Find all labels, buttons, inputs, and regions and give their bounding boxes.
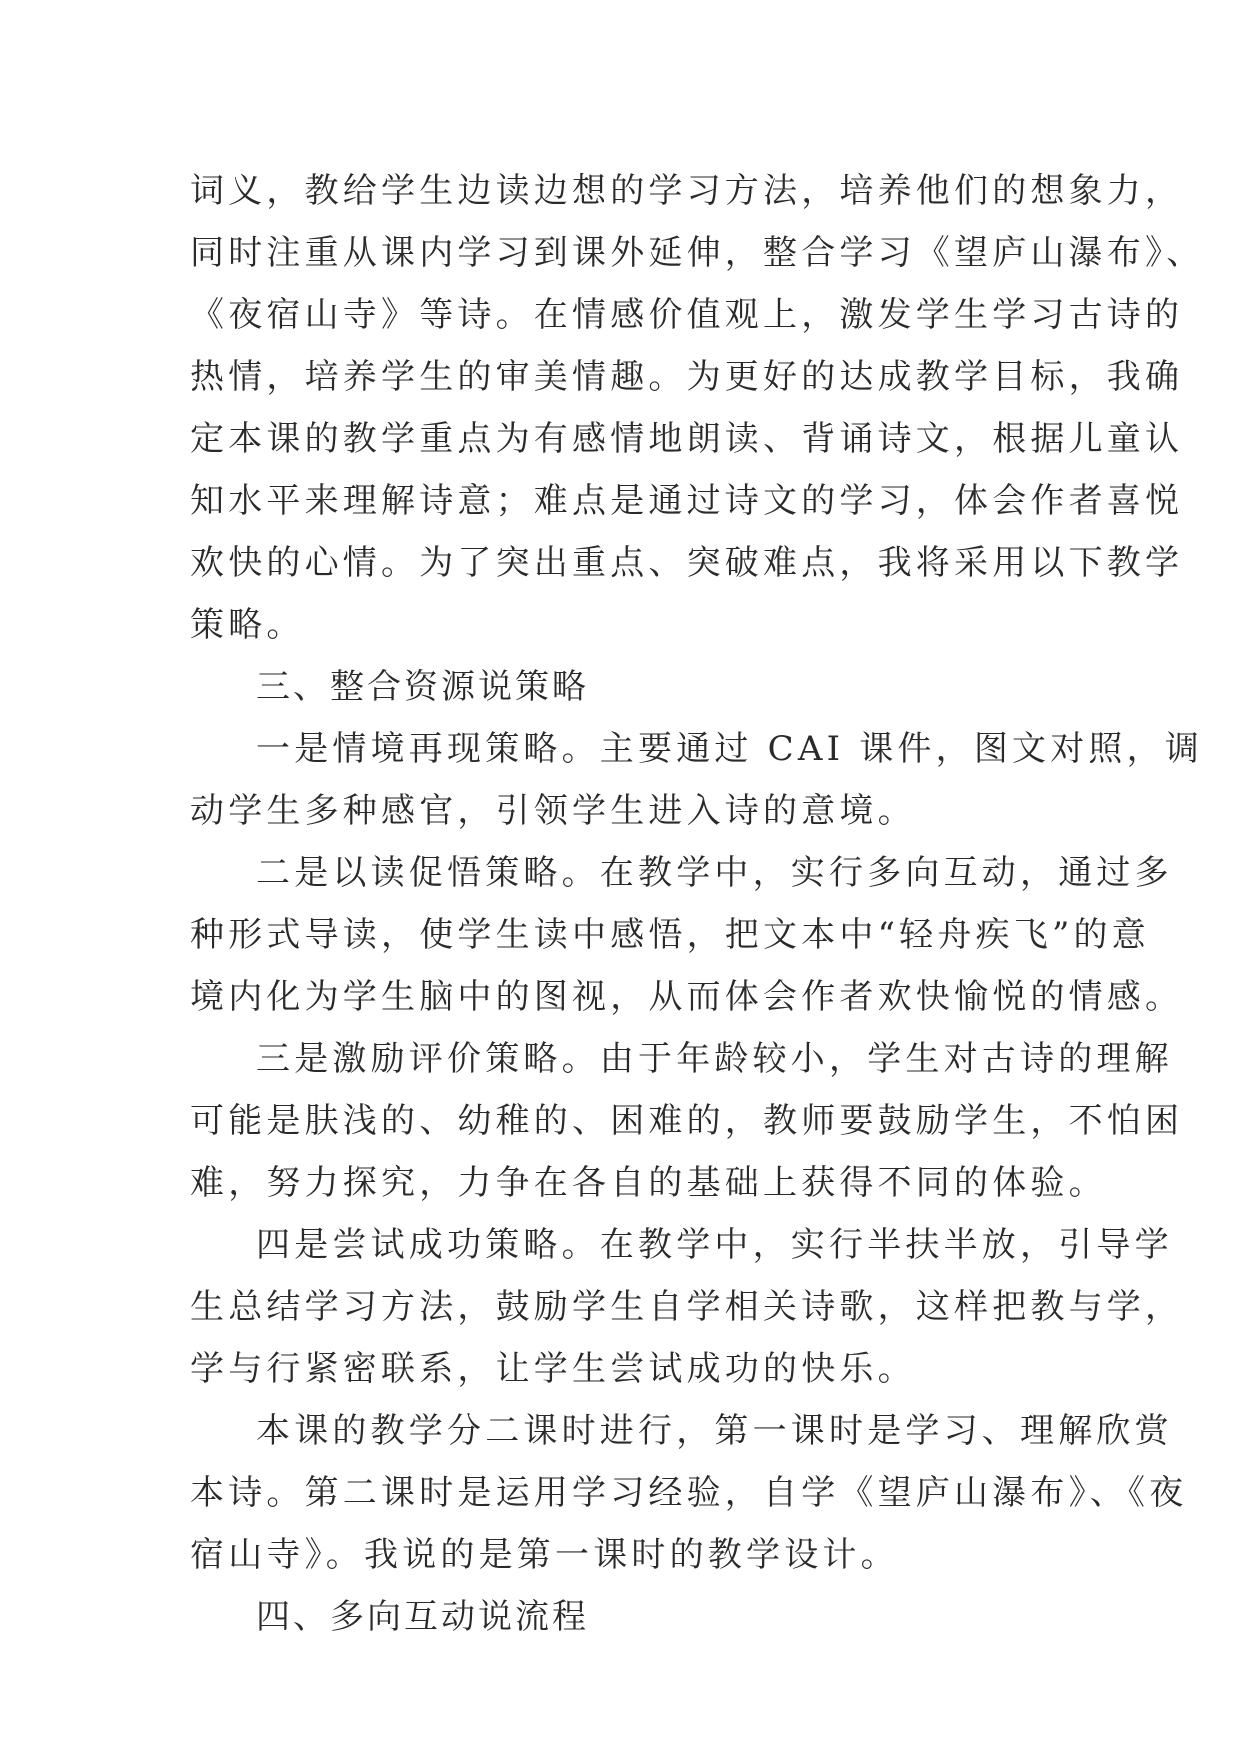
paragraph-line: 热情，培养学生的审美情趣。为更好的达成教学目标，我确: [190, 357, 1184, 397]
paragraph-line: 同时注重从课内学习到课外延伸，整合学习《望庐山瀑布》、: [190, 233, 1205, 273]
paragraph-line: 本诗。第二课时是运用学习经验，自学《望庐山瀑布》、《夜: [190, 1473, 1188, 1513]
paragraph-line: 动学生多种感官，引领学生进入诗的意境。: [190, 791, 916, 831]
paragraph-line: 词义，教给学生边读边想的学习方法，培养他们的想象力，: [190, 171, 1184, 211]
paragraph-line: 本课的教学分二课时进行，第一课时是学习、理解欣赏: [256, 1411, 1173, 1451]
paragraph-line: 《夜宿山寺》等诗。在情感价值观上，激发学生学习古诗的: [190, 295, 1184, 335]
section-heading: 三、整合资源说策略: [256, 667, 589, 707]
paragraph-line: 策略。: [190, 605, 305, 645]
paragraph-line: 三是激励评价策略。由于年龄较小，学生对古诗的理解: [256, 1039, 1173, 1079]
paragraph-line: 学与行紧密联系，让学生尝试成功的快乐。: [190, 1349, 916, 1389]
paragraph-line: 难，努力探究，力争在各自的基础上获得不同的体验。: [190, 1163, 1107, 1203]
paragraph-line: 境内化为学生脑中的图视，从而体会作者欢快愉悦的情感。: [190, 977, 1184, 1017]
paragraph-line: 可能是肤浅的、幼稚的、困难的，教师要鼓励学生，不怕困: [190, 1101, 1184, 1141]
paragraph-line: 知水平来理解诗意；难点是通过诗文的学习，体会作者喜悦: [190, 481, 1184, 521]
document-body: [190, 160, 1205, 1648]
paragraph-line: 欢快的心情。为了突出重点、突破难点，我将采用以下教学: [190, 543, 1184, 583]
paragraph-line: 生总结学习方法，鼓励学生自学相关诗歌，这样把教与学，: [190, 1287, 1184, 1327]
paragraph-line: 二是以读促悟策略。在教学中，实行多向互动，通过多: [256, 853, 1173, 893]
section-heading: 四、多向互动说流程: [256, 1597, 589, 1637]
paragraph-line: 宿山寺》。我说的是第一课时的教学设计。: [190, 1535, 899, 1575]
paragraph-line: 四是尝试成功策略。在教学中，实行半扶半放，引导学: [256, 1225, 1173, 1265]
paragraph-line: 一是情境再现策略。主要通过 CAI 课件，图文对照，调: [256, 729, 1204, 769]
paragraph-line: 定本课的教学重点为有感情地朗读、背诵诗文，根据儿童认: [190, 419, 1184, 459]
paragraph-line: 种形式导读，使学生读中感悟，把文本中“轻舟疾飞”的意: [190, 915, 1150, 955]
